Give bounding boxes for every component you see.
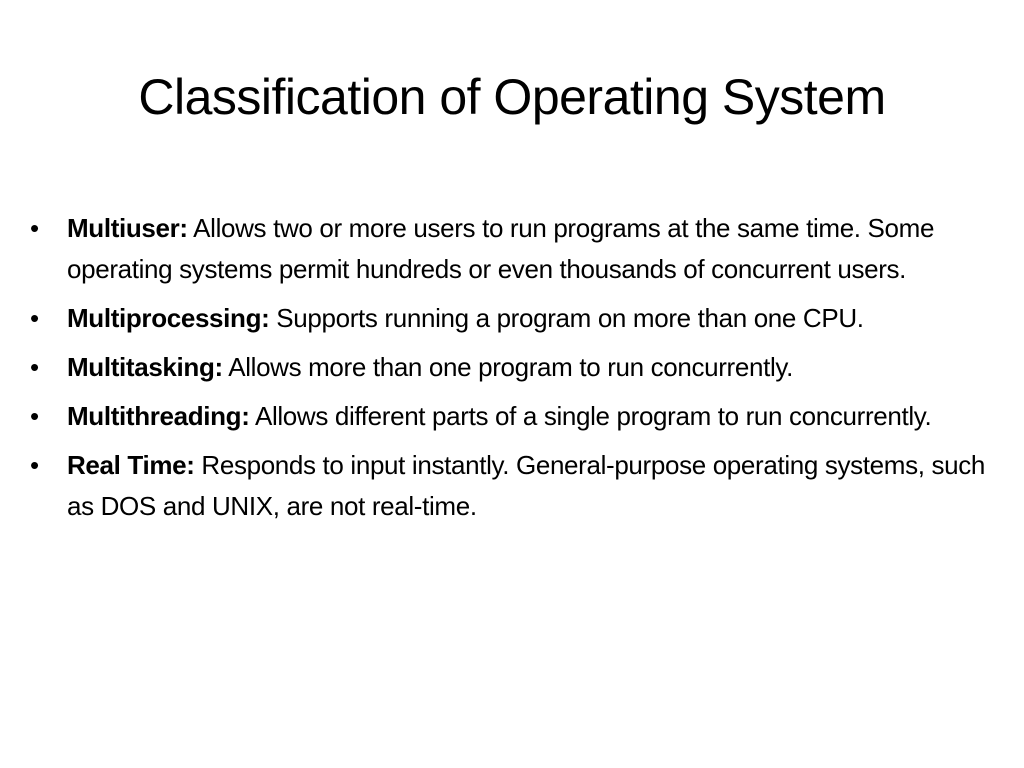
bullet-icon: •: [30, 450, 39, 480]
bullet-item-multithreading: [30, 396, 1000, 437]
bullet-item-multitasking: [30, 347, 1000, 388]
bullet-term: Multiuser:: [67, 213, 188, 243]
bullet-item-real-time: [30, 445, 1000, 527]
bullet-term: Multithreading:: [67, 401, 250, 431]
bullet-list: [30, 208, 1000, 535]
bullet-text: Allows two or more users to run programs at the same time. Some operating systems permit hundreds or even thousands of concurrent users.: [67, 213, 935, 284]
bullet-text: Supports running a program on more than one CPU.: [269, 303, 864, 333]
slide-title: Classification of Operating System: [138, 69, 886, 125]
bullet-icon: •: [30, 352, 39, 382]
bullet-item-multiprocessing: [30, 298, 1000, 339]
bullet-term: Multitasking:: [67, 352, 223, 382]
bullet-term: Multiprocessing:: [67, 303, 270, 333]
bullet-text: Allows more than one program to run concurrently.: [222, 352, 793, 382]
bullet-term: Real Time:: [67, 450, 195, 480]
bullet-text: Responds to input instantly. General-purpose operating systems, such as DOS and UNIX, are not real-time.: [67, 450, 986, 521]
bullet-icon: •: [30, 401, 39, 431]
bullet-text: Allows different parts of a single program to run concurrently.: [249, 401, 932, 431]
bullet-icon: •: [30, 303, 39, 333]
bullet-icon: •: [30, 213, 39, 243]
bullet-item-multiuser: [30, 208, 1000, 290]
